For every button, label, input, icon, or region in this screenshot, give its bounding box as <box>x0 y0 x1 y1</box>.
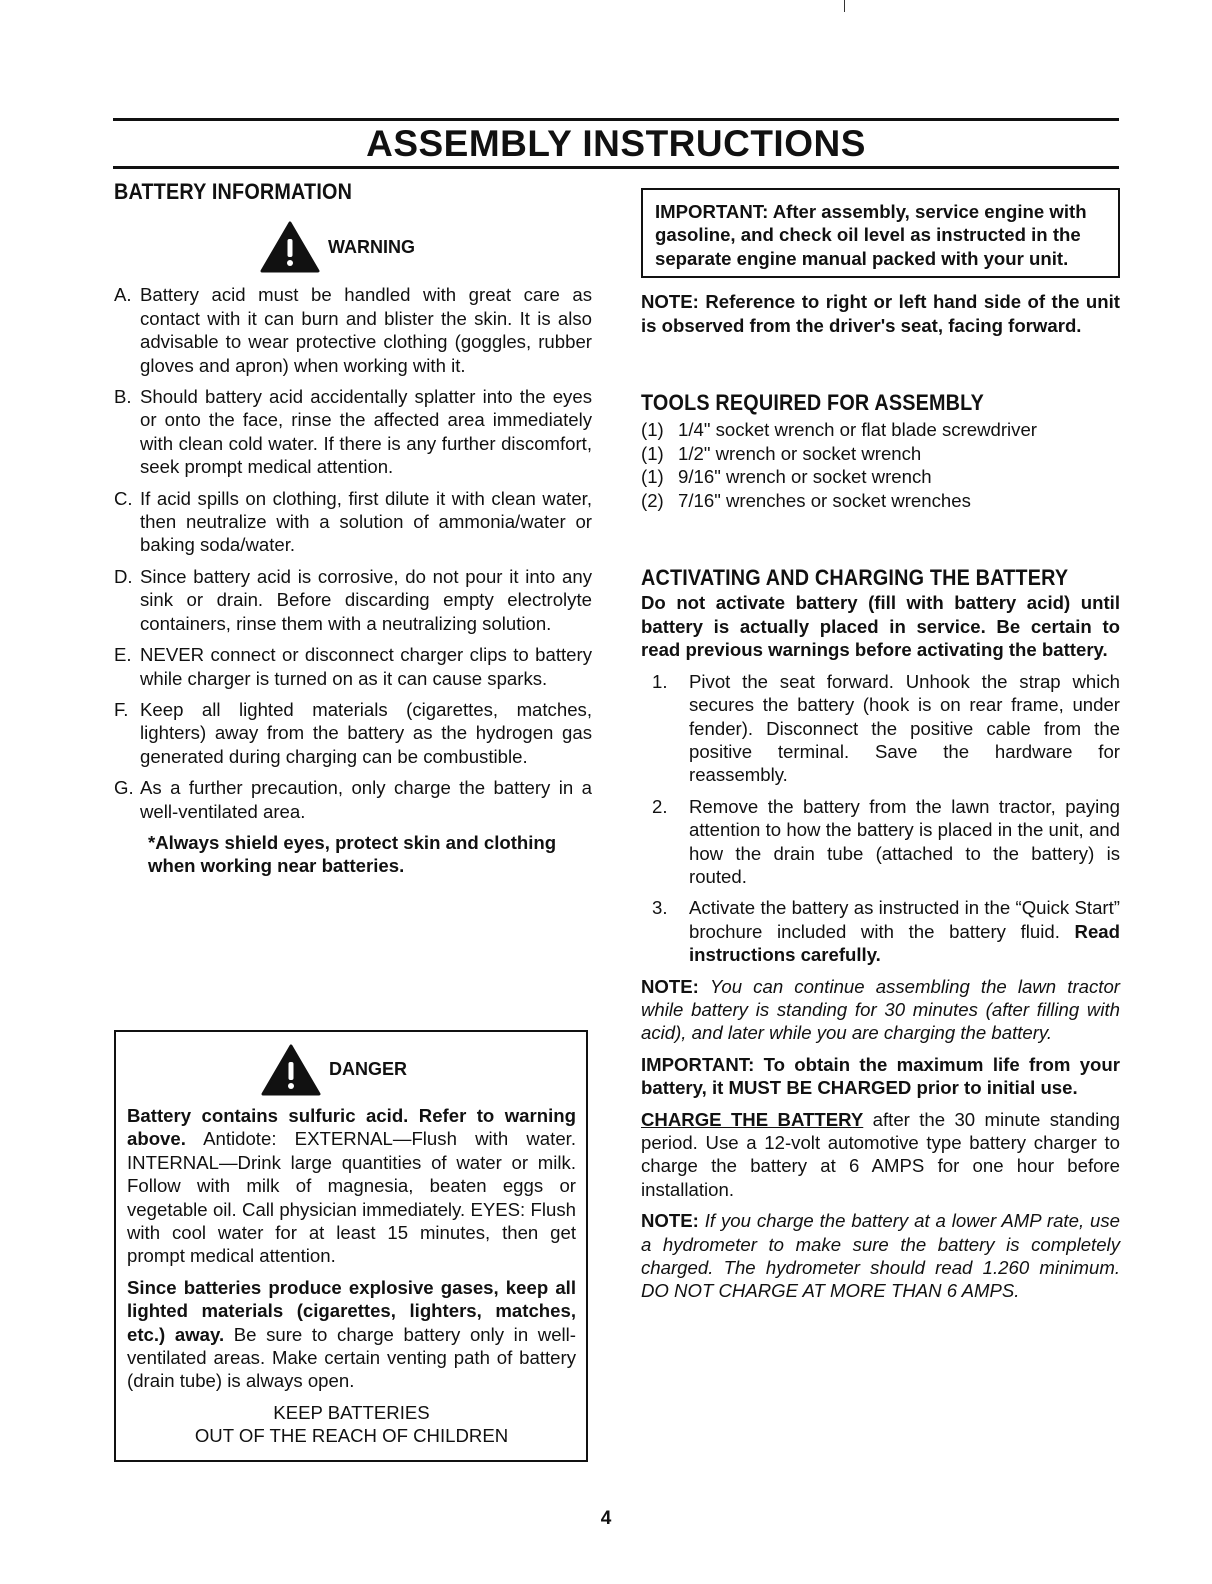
danger-paragraph-2 <box>127 1276 576 1393</box>
list-item <box>641 896 1120 966</box>
tools-heading: TOOLS REQUIRED FOR ASSEMBLY <box>641 390 984 416</box>
step-text <box>689 896 1120 966</box>
warning-label: WARNING <box>328 236 415 257</box>
list-item <box>641 489 1120 512</box>
step-number: 3. <box>652 897 668 919</box>
warning-triangle-icon <box>260 221 320 273</box>
step-number: 1. <box>652 670 668 692</box>
tool-qty: (1) <box>641 442 664 464</box>
note-label: NOTE: <box>641 1210 699 1232</box>
item-text: Battery acid must be handled with great care as contact with it can burn and blister the skin. It is also advisable to wear protective clothing (goggles, rubber gloves and apron) when working with it. <box>140 284 592 376</box>
important-charge: IMPORTANT: To obtain the maximum life from your battery, it MUST BE CHARGED prior to initial use. <box>641 1053 1120 1099</box>
danger-callout <box>261 1044 576 1096</box>
list-item <box>641 795 1120 889</box>
list-item <box>114 385 592 479</box>
item-letter: G. <box>114 777 134 799</box>
list-item <box>641 442 1120 465</box>
activating-heading: ACTIVATING AND CHARGING THE BATTERY <box>641 565 1069 591</box>
tool-text: 7/16" wrenches or socket wrenches <box>678 489 971 511</box>
note-text: You can continue assembling the lawn tractor while battery is standing for 30 minutes (after filling with acid), and later while you are charging the battery. <box>641 975 1120 1044</box>
step-number: 2. <box>652 795 668 817</box>
danger-p2-text: Be sure to charge battery only in well-ventilated areas. Make certain venting path of battery (drain tube) is always open. <box>127 1323 576 1392</box>
charge-label: CHARGE THE BATTERY <box>641 1108 864 1130</box>
page-title: ASSEMBLY INSTRUCTIONS <box>366 123 866 164</box>
right-column <box>641 180 1120 1311</box>
danger-paragraph-1 <box>127 1104 576 1268</box>
list-item <box>641 418 1120 441</box>
left-column <box>114 180 592 878</box>
warning-callout <box>260 221 592 273</box>
step-text-main: Activate the battery as instructed in the “Quick Start” brochure included with the battery fluid. <box>689 897 1120 942</box>
item-letter: D. <box>114 565 133 587</box>
list-item <box>641 670 1120 787</box>
note-label: NOTE: <box>641 975 699 997</box>
item-text: As a further precaution, only charge the battery in a well-ventilated area. <box>140 777 592 822</box>
note-hydrometer <box>641 1209 1120 1303</box>
tool-text: 1/4" socket wrench or flat blade screwdriver <box>678 419 1038 441</box>
step-text: Remove the battery from the lawn tractor, paying attention to how the battery is placed in the unit, and how the drain tube (attached to the battery) is routed. <box>689 795 1120 887</box>
list-item <box>114 776 592 823</box>
danger-p1-bold: Battery contains sulfuric acid. Refer to warning above. <box>127 1105 576 1150</box>
list-item <box>114 698 592 768</box>
charge-text: after the 30 minute standing period. Use a 12-volt automotive type battery charger to charge the battery at 6 AMPS for one hour before installation. <box>641 1108 1120 1200</box>
tools-list <box>641 418 1120 512</box>
activating-intro: Do not activate battery (fill with battery acid) until battery is actually placed in service. Be certain to read previous warnings before activating the battery. <box>641 592 1120 661</box>
list-item <box>641 465 1120 488</box>
battery-warning-list <box>114 283 592 823</box>
item-text: Should battery acid accidentally splatter into the eyes or onto the face, rinse the affected area immediately with clean cold water. If there is any further discomfort, seek prompt medical attention. <box>140 386 592 478</box>
item-letter: B. <box>114 386 132 408</box>
tool-qty: (1) <box>641 466 664 488</box>
battery-info-heading: BATTERY INFORMATION <box>114 179 353 204</box>
keep-batteries-line-1: KEEP BATTERIES <box>273 1401 430 1423</box>
list-item <box>114 487 592 557</box>
list-item <box>114 643 592 690</box>
page-number: 4 <box>600 1508 612 1529</box>
step-text: Pivot the seat forward. Unhook the strap which secures the battery (hook is on rear frame, under fender). Disconnect the positive cable from the positive terminal. Save the hardware for reassembly. <box>689 670 1120 786</box>
note-text: If you charge the battery at a lower AMP rate, use a hydrometer to make sure the battery is completely charged. The hydrometer should read 1.260 minimum. DO NOT CHARGE AT MORE THAN 6 AMPS. <box>641 1210 1120 1302</box>
note-continue <box>641 975 1120 1045</box>
item-letter: E. <box>114 644 132 666</box>
tool-qty: (2) <box>641 489 664 511</box>
item-text: Keep all lighted materials (cigarettes, matches, lighters) away from the battery as the hydrogen gas generated during charging can be combustible. <box>140 698 592 767</box>
step-text-bold: Read instructions carefully. <box>689 920 1120 966</box>
item-letter: F. <box>114 698 129 720</box>
danger-p2-bold: Since batteries produce explosive gases, keep all lighted materials (cigarettes, lighters, matches, etc.) away. <box>127 1276 576 1345</box>
shield-note: *Always shield eyes, protect skin and clothing when working near batteries. <box>148 831 557 877</box>
list-item <box>114 565 592 635</box>
note-reference: NOTE: Reference to right or left hand side of the unit is observed from the driver's seat, facing forward. <box>641 291 1120 336</box>
item-letter: C. <box>114 487 133 509</box>
item-text: Since battery acid is corrosive, do not pour it into any sink or drain. Before discarding empty electrolyte containers, rinse them with a neutralizing solution. <box>140 565 592 634</box>
item-letter: A. <box>114 284 132 306</box>
tool-text: 1/2" wrench or socket wrench <box>678 442 922 464</box>
scan-mark <box>844 0 845 12</box>
danger-triangle-icon <box>261 1044 321 1096</box>
danger-box <box>114 1030 588 1462</box>
tool-qty: (1) <box>641 419 664 441</box>
danger-p1-text: Antidote: EXTERNAL—Flush with water. INTERNAL—Drink large quantities of water or milk. Follow with milk of magnesia, beaten eggs or vegetable oil. Call physician immediately. EYES: Flush with cool water for at least 15 minutes, then get prompt medical attention. <box>127 1128 576 1267</box>
keep-batteries-line-2: OUT OF THE REACH OF CHILDREN <box>194 1425 509 1447</box>
item-text: If acid spills on clothing, first dilute it with clean water, then neutralize with a solution of ammonia/water or baking soda/water. <box>140 487 592 556</box>
charge-battery-paragraph <box>641 1108 1120 1202</box>
danger-label: DANGER <box>329 1059 408 1080</box>
list-item <box>114 283 592 377</box>
activating-steps <box>641 670 1120 967</box>
item-text: NEVER connect or disconnect charger clips to battery while charger is turned on as it can cause sparks. <box>140 644 592 689</box>
tool-text: 9/16" wrench or socket wrench <box>678 466 932 488</box>
header-rule-bottom <box>113 166 1119 169</box>
header-rule-top <box>113 118 1119 121</box>
important-box: IMPORTANT: After assembly, service engine with gasoline, and check oil level as instructed in the separate engine manual packed with your unit. <box>641 188 1120 278</box>
